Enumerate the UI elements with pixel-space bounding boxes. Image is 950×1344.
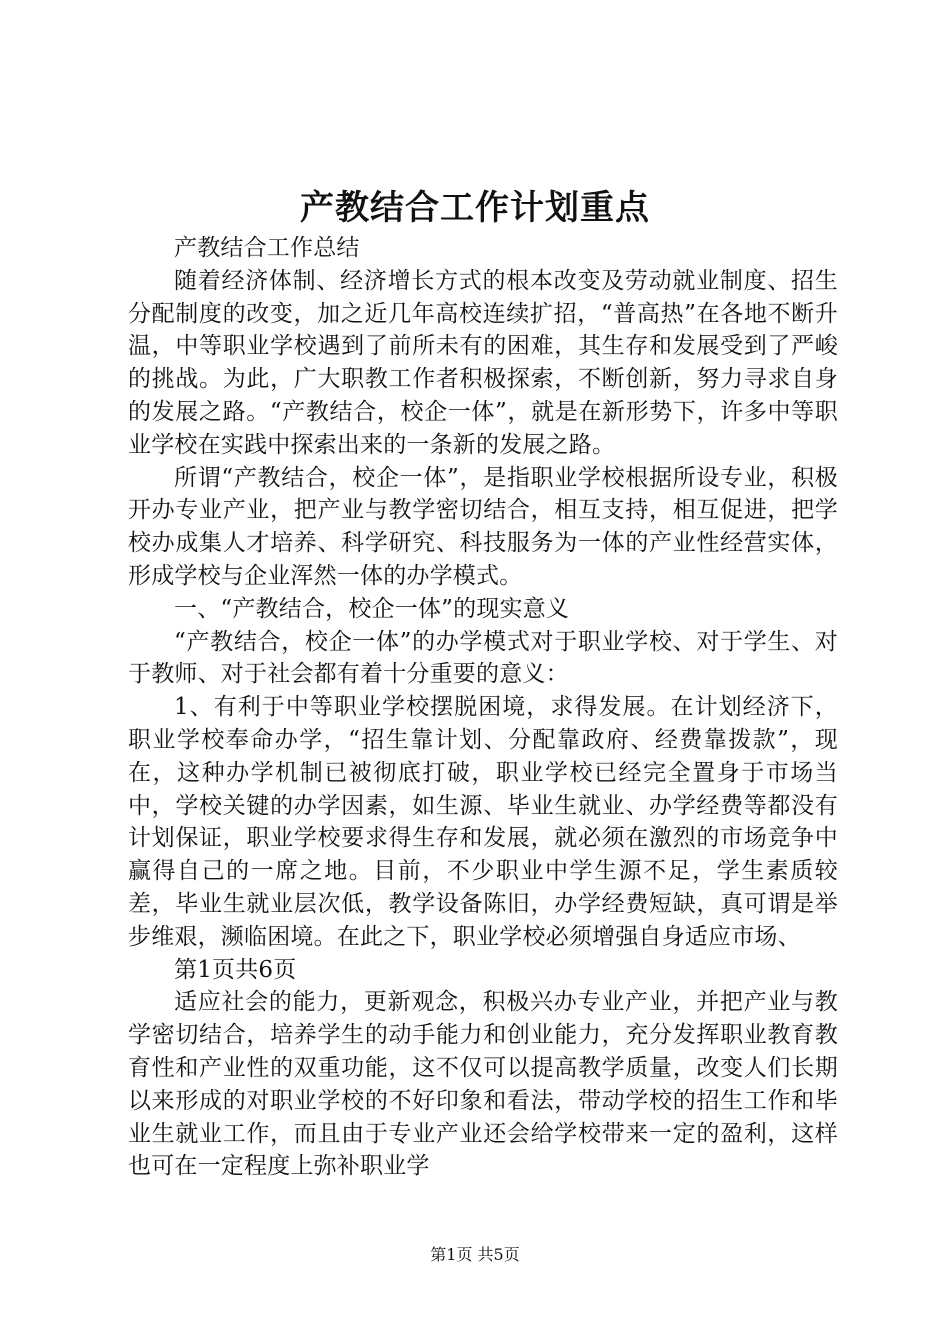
paragraph: “产教结合，校企一体”的办学模式对于职业学校、对于学生、对于教师、对于社会都有着十分重要的意义：: [128, 628, 838, 688]
inline-page-marker: 第1页共6页: [174, 956, 297, 983]
paragraph: 适应社会的能力，更新观念，积极兴办专业产业，并把产业与教学密切结合，培养学生的动手能力和创业能力，充分发挥职业教育教育性和产业性的双重功能，这不仅可以提高教学质量，改变人们长期以来形成的对职业学校的不好印象和看法，带动学校的招生工作和毕业生就业工作，而且由于专业产业还会给学校带来一定的盈利，这样也可在一定程度上弥补职业学: [128, 989, 838, 1180]
document-body: [128, 232, 838, 1183]
page-footer: 第1页 共5页: [430, 1245, 520, 1264]
section-heading: 一、“产教结合，校企一体”的现实意义: [174, 595, 570, 622]
paragraph: 所谓“产教结合，校企一体”，是指职业学校根据所设专业，积极开办专业产业，把产业与教学密切结合，相互支持，相互促进，把学校办成集人才培养、科学研究、科技服务为一体的产业性经营实体，形成学校与企业浑然一体的办学模式。: [128, 464, 838, 589]
paragraph: 1、有利于中等职业学校摆脱困境，求得发展。在计划经济下，职业学校奉命办学，“招生靠计划、分配靠政府、经费靠拨款”，现在，这种办学机制已被彻底打破，职业学校已经完全置身于市场当中，学校关键的办学因素，如生源、毕业生就业、办学经费等都没有计划保证，职业学校要求得生存和发展，就必须在激烈的市场竞争中赢得自己的一席之地。目前，不少职业中学生源不足，学生素质较差，毕业生就业层次低，教学设备陈旧，办学经费短缺，真可谓是举步维艰，濒临困境。在此之下，职业学校必须增强自身适应市场、: [128, 694, 838, 950]
document-title: 产教结合工作计划重点: [300, 188, 650, 228]
paragraph: 产教结合工作总结: [174, 235, 360, 261]
paragraph: 随着经济体制、经济增长方式的根本改变及劳动就业制度、招生分配制度的改变，加之近几年高校连续扩招，“普高热”在各地不断升温，中等职业学校遇到了前所未有的困难，其生存和发展受到了严峻的挑战。为此，广大职教工作者积极探索，不断创新，努力寻求自身的发展之路。“产教结合，校企一体”，就是在新形势下，许多中等职业学校在实践中探索出来的一条新的发展之路。: [128, 267, 838, 458]
